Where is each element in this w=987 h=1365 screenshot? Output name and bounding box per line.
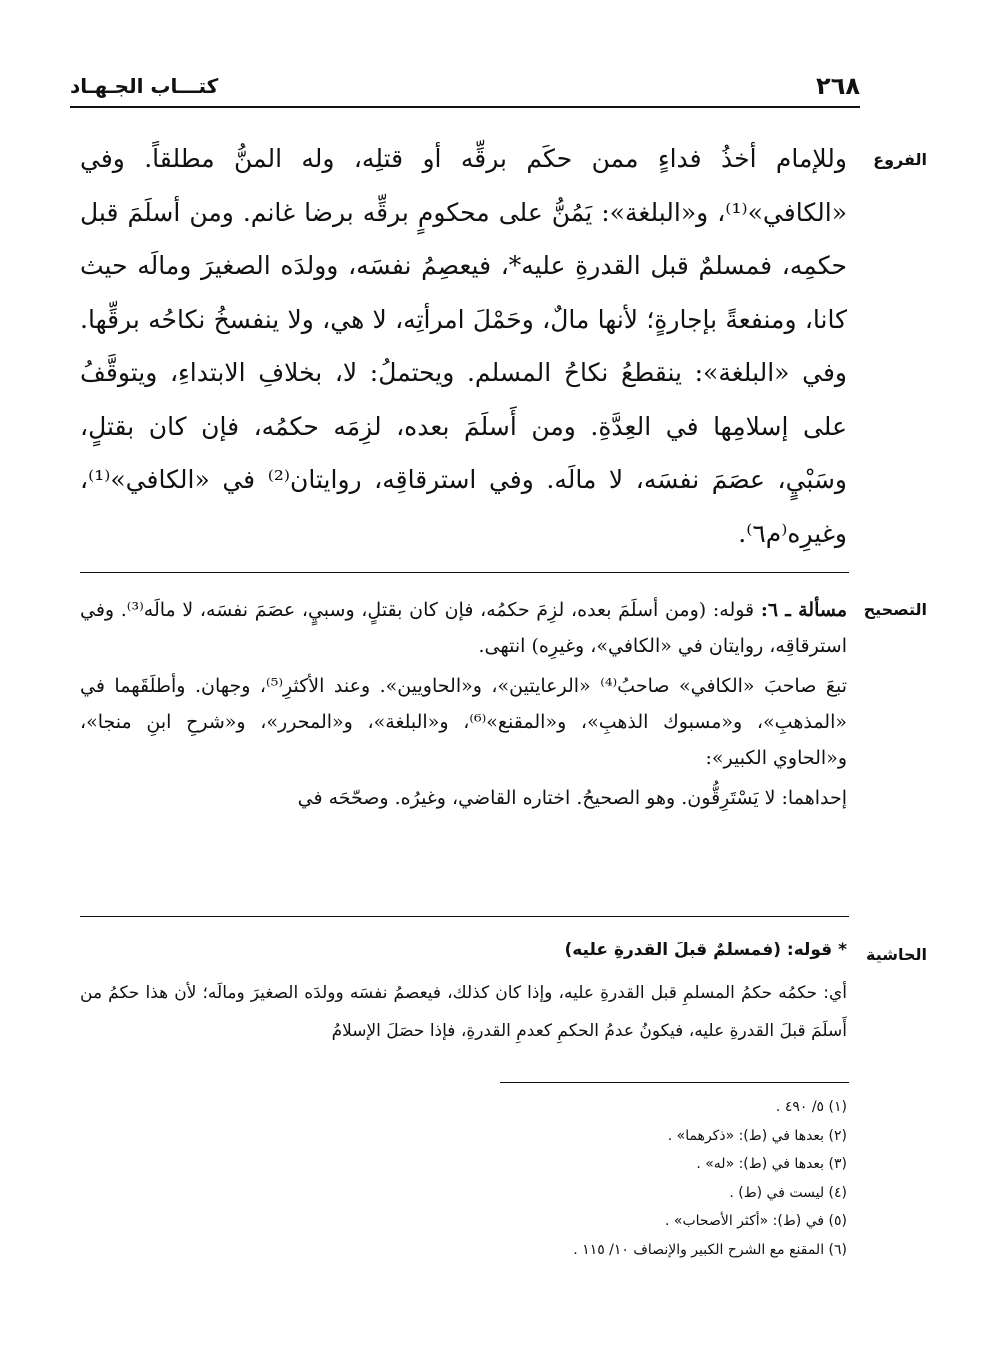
tashih-paragraph bbox=[80, 592, 847, 664]
running-title: كتـــاب الجـهـاد bbox=[70, 74, 219, 98]
page-header bbox=[70, 72, 860, 108]
masala-heading: مسألة ـ ٦: bbox=[760, 599, 847, 621]
footnote-item: (٣) بعدها في (ط): «له» . bbox=[696, 1156, 847, 1172]
hashiya-label: الحاشية bbox=[866, 945, 927, 964]
page-number: ٢٦٨ bbox=[816, 72, 860, 100]
section-divider bbox=[80, 572, 849, 573]
furu-label: الفروع bbox=[873, 150, 927, 169]
footnote-divider bbox=[500, 1082, 849, 1083]
tashih-section bbox=[80, 592, 847, 820]
footnote-item: (٥) في (ط): «أكثر الأصحاب» . bbox=[665, 1213, 847, 1229]
hashiya-text: أي: حكمُه حكمُ المسلمِ قبل القدرةِ عليه، وإذا كان كذلك، فيعصمُ نفسَه وولدَه الصغيرَ ومالَه؛ لأن هذا حكمُ من أَسلَمَ قبلَ القدرةِ عليه، فيكونُ عدمُ الحكمِ كعدمِ القدرةِ، فإذا حصَلَ الإسلامُ bbox=[80, 983, 847, 1041]
tashih-label: التصحيح bbox=[863, 600, 927, 619]
tashih-text-3: إحداهما: لا يَسْتَرِقُّون. وهو الصحيحُ. اختاره القاضي، وغيرُه. وصحّحَه في bbox=[297, 787, 847, 809]
footnote-item: (٢) بعدها في (ط): «ذكرهما» . bbox=[667, 1127, 847, 1144]
section-divider bbox=[80, 916, 849, 917]
footnotes bbox=[500, 1093, 847, 1264]
hashiya-heading: * قوله: (فمسلمٌ قبلَ القدرةِ عليه) bbox=[564, 940, 847, 960]
footnote-item: (٦) المقنع مع الشرح الكبير والإنصاف ١٠/ ١١٥ . bbox=[573, 1241, 847, 1258]
hashiya-section bbox=[80, 940, 847, 1050]
tashih-text-2: تبعَ صاحبَ «الكافي» صاحبُ⁽⁴⁾ «الرعايتين»، و«الحاويين». وعند الأكثرِ⁽⁵⁾، وجهان. وأطلَقَهما في «المذهبِ»، و«مسبوك الذهبِ»، و«المقنع»⁽⁶⁾، و«البلغة»، و«المحرر»، و«شرحِ ابنِ منجا»، و«الحاوي الكبير»: bbox=[80, 675, 848, 769]
footnote-item: (١) ٥/ ٤٩٠ . bbox=[775, 1099, 847, 1115]
furu-text: وللإمام أخذُ فداءٍ ممن حكَم برقِّه أو قتلِه، وله المنُّ مطلقاً. وفي «الكافي»⁽¹⁾، و«البلغة»: يَمُنُّ على محكومٍ برقِّه برضا غانم. ومن أسلَمَ قبل حكمِه، فمسلمٌ قبل القدرةِ عليه*، فيعصِمُ نفسَه، وولدَه الصغيرَ ومالَه حيث كانا، ومنفعةً بإجارةٍ؛ لأنها مالٌ، وحَمْلَ امرأتِه، لا هي، ولا ينفسخُ نكاحُه برقِّها. وفي «البلغة»: ينقطعُ نكاحُ المسلم. ويحتملُ: لا، بخلافِ الابتداءِ، ويتوقَّفُ على إسلامِها في العِدَّةِ. ومن أَسلَمَ بعده، لزِمَه حكمُه، فإن كان بقتلٍ، وسَبْيٍ، عصَمَ نفسَه، لا مالَه. وفي استرقاقِه، روايتان⁽²⁾ في «الكافي»⁽¹⁾، وغيرِه⁽م٦⁾. bbox=[80, 144, 847, 548]
footnote-item: (٤) ليست في (ط) . bbox=[729, 1184, 847, 1201]
tashih-text-1: قوله: (ومن أسلَمَ بعده، لزِمَ حكمُه، فإن كان بقتلٍ، وسبيٍ، عصَمَ نفسَه، لا مالَه⁽³⁾. وفي استرقاقِه، روايتان في «الكافي»، وغيرِه) انتهى. bbox=[80, 599, 847, 657]
furu-section bbox=[80, 132, 847, 560]
